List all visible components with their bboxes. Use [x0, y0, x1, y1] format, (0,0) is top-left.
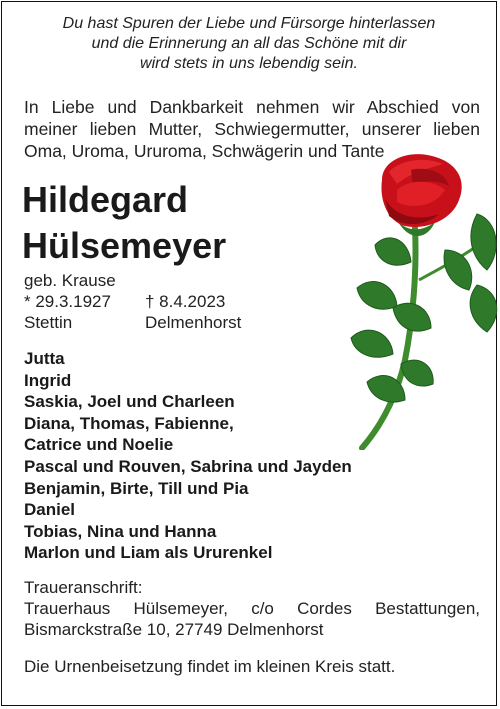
- birth-date: * 29.3.1927: [24, 292, 111, 311]
- rose-bloom: [381, 154, 461, 227]
- mourner-line: Diana, Thomas, Fabienne,: [24, 413, 234, 433]
- mourner-line: Ingrid: [24, 370, 72, 390]
- address-line: Bismarckstraße 10, 27749 Delmenhorst: [24, 620, 324, 639]
- maiden-name: geb. Krause: [24, 271, 116, 290]
- address-label: Traueranschrift:: [24, 578, 143, 597]
- mourner-line: Daniel: [24, 500, 76, 520]
- mourning-address: [24, 577, 480, 640]
- death-place: Delmenhorst: [145, 313, 242, 332]
- mourner-line: Tobias, Nina und Hanna: [24, 521, 217, 541]
- birth-place: Stettin: [24, 313, 73, 332]
- burial-note: Die Urnenbeisetzung findet im kleinen Kreis statt.: [24, 657, 396, 676]
- intro-line: In Liebe und Dankbarkeit nehmen wir Abschied von: [24, 97, 480, 117]
- mourner-line: Pascal und Rouven, Sabrina und Jayden: [24, 456, 352, 476]
- obituary-card: [1, 1, 497, 706]
- mourner-line: Marlon und Liam als Ururenkel: [24, 543, 273, 563]
- intro-line: meiner lieben Mutter, Schwiegermutter, unserer lieben: [24, 119, 480, 139]
- mourner-line: Jutta: [24, 349, 65, 368]
- poem-line: und die Erinnerung an all das Schöne mit dir: [91, 35, 407, 52]
- mourner-line: Catrice und Noelie: [24, 435, 174, 455]
- poem-line: Du hast Spuren der Liebe und Fürsorge hinterlassen: [62, 15, 436, 32]
- deceased-last-name: Hülsemeyer: [22, 225, 227, 266]
- mourner-line: Benjamin, Birte, Till und Pia: [24, 478, 249, 498]
- poem-line: wird stets in uns lebendig sein.: [140, 55, 358, 72]
- death-date: † 8.4.2023: [145, 292, 226, 311]
- mourner-line: Saskia, Joel und Charleen: [24, 392, 235, 412]
- mourners-list: [24, 348, 352, 564]
- address-line: Trauerhaus Hülsemeyer, c/o Cordes Bestattungen,: [24, 599, 480, 618]
- memorial-poem: [2, 14, 496, 74]
- rose-leaves: [351, 214, 497, 402]
- deceased-first-name: Hildegard: [22, 179, 189, 220]
- red-rose-image: [327, 150, 500, 450]
- intro-line: Oma, Uroma, Ururoma, Schwägerin und Tante: [24, 141, 385, 161]
